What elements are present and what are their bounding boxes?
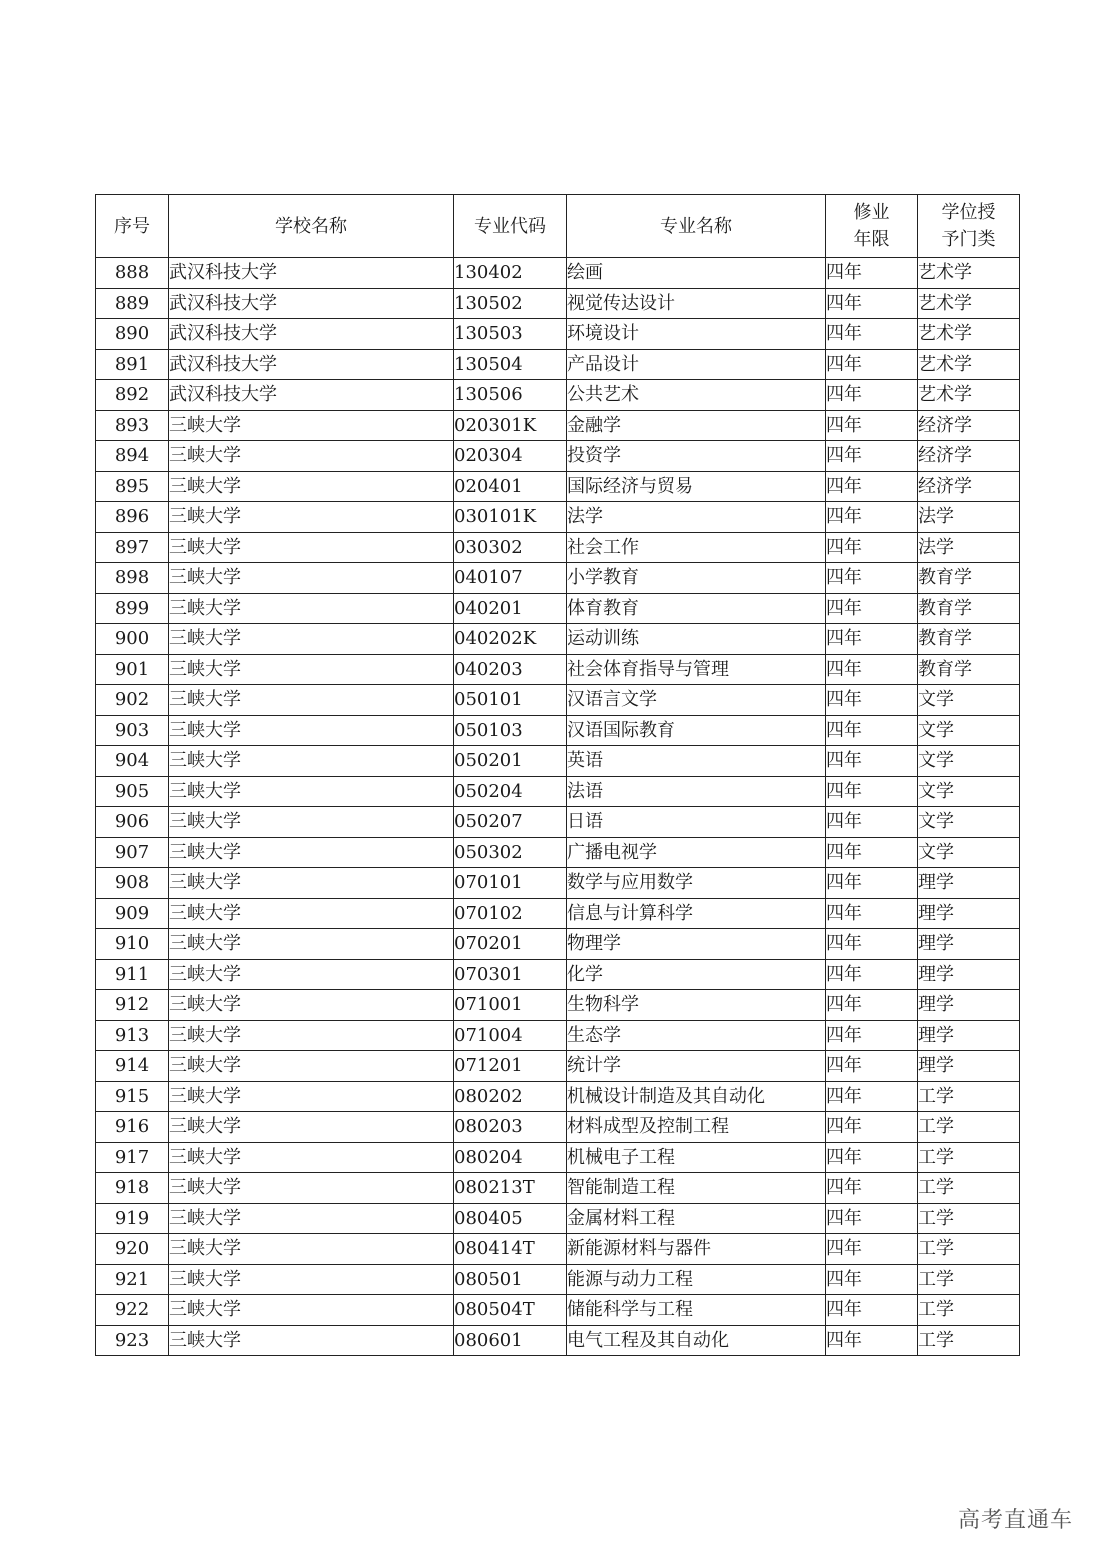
header-years-line2: 年限 <box>853 229 890 250</box>
cell-category: 理学 <box>918 1051 1020 1082</box>
cell-no: 904 <box>96 746 169 777</box>
header-row <box>96 195 1020 258</box>
cell-school: 三峡大学 <box>169 807 454 838</box>
cell-code: 020301K <box>454 410 567 441</box>
cell-code: 030101K <box>454 502 567 533</box>
cell-code: 040202K <box>454 624 567 655</box>
cell-category: 理学 <box>918 929 1020 960</box>
cell-category: 经济学 <box>918 410 1020 441</box>
cell-category: 工学 <box>918 1112 1020 1143</box>
cell-school: 三峡大学 <box>169 715 454 746</box>
cell-major-name: 日语 <box>567 807 826 838</box>
cell-no: 919 <box>96 1203 169 1234</box>
cell-no: 889 <box>96 288 169 319</box>
cell-no: 903 <box>96 715 169 746</box>
cell-major-name: 产品设计 <box>567 349 826 380</box>
cell-code: 020401 <box>454 471 567 502</box>
cell-code: 070101 <box>454 868 567 899</box>
cell-years: 四年 <box>826 532 918 563</box>
cell-code: 130402 <box>454 258 567 289</box>
cell-school: 三峡大学 <box>169 410 454 441</box>
cell-major-name: 汉语言文学 <box>567 685 826 716</box>
cell-code: 070102 <box>454 898 567 929</box>
cell-category: 法学 <box>918 502 1020 533</box>
cell-major-name: 物理学 <box>567 929 826 960</box>
cell-category: 工学 <box>918 1295 1020 1326</box>
cell-code: 030302 <box>454 532 567 563</box>
cell-school: 武汉科技大学 <box>169 380 454 411</box>
cell-no: 892 <box>96 380 169 411</box>
cell-category: 理学 <box>918 1020 1020 1051</box>
cell-code: 020304 <box>454 441 567 472</box>
cell-years: 四年 <box>826 929 918 960</box>
cell-years: 四年 <box>826 1234 918 1265</box>
cell-years: 四年 <box>826 959 918 990</box>
cell-code: 050201 <box>454 746 567 777</box>
cell-major-name: 智能制造工程 <box>567 1173 826 1204</box>
cell-major-name: 运动训练 <box>567 624 826 655</box>
table-row <box>96 1203 1020 1234</box>
cell-category: 文学 <box>918 807 1020 838</box>
cell-school: 三峡大学 <box>169 654 454 685</box>
cell-years: 四年 <box>826 1325 918 1356</box>
table-row <box>96 380 1020 411</box>
cell-years: 四年 <box>826 1051 918 1082</box>
cell-no: 920 <box>96 1234 169 1265</box>
cell-years: 四年 <box>826 837 918 868</box>
cell-major-name: 信息与计算科学 <box>567 898 826 929</box>
cell-no: 895 <box>96 471 169 502</box>
cell-no: 890 <box>96 319 169 350</box>
cell-school: 三峡大学 <box>169 1142 454 1173</box>
cell-years: 四年 <box>826 654 918 685</box>
cell-years: 四年 <box>826 563 918 594</box>
table-row <box>96 1173 1020 1204</box>
cell-major-name: 体育教育 <box>567 593 826 624</box>
cell-code: 080414T <box>454 1234 567 1265</box>
cell-code: 130506 <box>454 380 567 411</box>
table-row <box>96 502 1020 533</box>
cell-no: 913 <box>96 1020 169 1051</box>
cell-category: 艺术学 <box>918 258 1020 289</box>
cell-years: 四年 <box>826 288 918 319</box>
cell-category: 教育学 <box>918 654 1020 685</box>
cell-no: 909 <box>96 898 169 929</box>
cell-major-name: 金属材料工程 <box>567 1203 826 1234</box>
cell-school: 三峡大学 <box>169 1295 454 1326</box>
table-row <box>96 1051 1020 1082</box>
watermark-text: 高考直通车 <box>957 1508 1073 1533</box>
cell-code: 080203 <box>454 1112 567 1143</box>
cell-code: 080501 <box>454 1264 567 1295</box>
table-row <box>96 1112 1020 1143</box>
cell-years: 四年 <box>826 776 918 807</box>
table-row <box>96 441 1020 472</box>
table-header <box>96 195 1020 258</box>
cell-category: 理学 <box>918 868 1020 899</box>
cell-years: 四年 <box>826 593 918 624</box>
cell-major-name: 英语 <box>567 746 826 777</box>
cell-no: 921 <box>96 1264 169 1295</box>
header-name: 专业名称 <box>567 195 826 258</box>
cell-no: 908 <box>96 868 169 899</box>
cell-no: 902 <box>96 685 169 716</box>
cell-years: 四年 <box>826 319 918 350</box>
cell-school: 三峡大学 <box>169 1020 454 1051</box>
header-code: 专业代码 <box>454 195 567 258</box>
cell-major-name: 公共艺术 <box>567 380 826 411</box>
cell-code: 040203 <box>454 654 567 685</box>
table-row <box>96 349 1020 380</box>
cell-code: 070301 <box>454 959 567 990</box>
cell-category: 文学 <box>918 837 1020 868</box>
cell-category: 文学 <box>918 715 1020 746</box>
cell-school: 三峡大学 <box>169 1112 454 1143</box>
table-row <box>96 563 1020 594</box>
cell-no: 898 <box>96 563 169 594</box>
header-school: 学校名称 <box>169 195 454 258</box>
cell-no: 911 <box>96 959 169 990</box>
cell-years: 四年 <box>826 715 918 746</box>
cell-category: 艺术学 <box>918 288 1020 319</box>
cell-years: 四年 <box>826 1264 918 1295</box>
cell-no: 894 <box>96 441 169 472</box>
cell-years: 四年 <box>826 1112 918 1143</box>
cell-school: 三峡大学 <box>169 746 454 777</box>
cell-major-name: 小学教育 <box>567 563 826 594</box>
table-row <box>96 1142 1020 1173</box>
table-row <box>96 1295 1020 1326</box>
cell-code: 050207 <box>454 807 567 838</box>
table-row <box>96 1325 1020 1356</box>
cell-years: 四年 <box>826 1142 918 1173</box>
cell-category: 教育学 <box>918 593 1020 624</box>
cell-code: 080504T <box>454 1295 567 1326</box>
cell-major-name: 法学 <box>567 502 826 533</box>
cell-school: 三峡大学 <box>169 898 454 929</box>
cell-category: 理学 <box>918 990 1020 1021</box>
cell-no: 907 <box>96 837 169 868</box>
cell-school: 三峡大学 <box>169 685 454 716</box>
cell-major-name: 生物科学 <box>567 990 826 1021</box>
cell-years: 四年 <box>826 258 918 289</box>
cell-major-name: 新能源材料与器件 <box>567 1234 826 1265</box>
majors-table <box>95 194 1020 1356</box>
cell-major-name: 投资学 <box>567 441 826 472</box>
cell-school: 三峡大学 <box>169 837 454 868</box>
cell-school: 三峡大学 <box>169 1051 454 1082</box>
cell-category: 工学 <box>918 1234 1020 1265</box>
table-row <box>96 1081 1020 1112</box>
cell-major-name: 能源与动力工程 <box>567 1264 826 1295</box>
table-row <box>96 807 1020 838</box>
cell-code: 071004 <box>454 1020 567 1051</box>
cell-no: 893 <box>96 410 169 441</box>
cell-years: 四年 <box>826 1203 918 1234</box>
cell-code: 050103 <box>454 715 567 746</box>
header-years <box>826 195 918 258</box>
header-no: 序号 <box>96 195 169 258</box>
cell-school: 三峡大学 <box>169 471 454 502</box>
cell-category: 理学 <box>918 898 1020 929</box>
cell-category: 教育学 <box>918 563 1020 594</box>
cell-years: 四年 <box>826 410 918 441</box>
cell-code: 080405 <box>454 1203 567 1234</box>
cell-school: 三峡大学 <box>169 1173 454 1204</box>
cell-no: 900 <box>96 624 169 655</box>
cell-major-name: 社会体育指导与管理 <box>567 654 826 685</box>
cell-no: 899 <box>96 593 169 624</box>
cell-code: 050101 <box>454 685 567 716</box>
cell-code: 080204 <box>454 1142 567 1173</box>
cell-years: 四年 <box>826 624 918 655</box>
header-category <box>918 195 1020 258</box>
cell-category: 文学 <box>918 746 1020 777</box>
table-row <box>96 715 1020 746</box>
cell-no: 918 <box>96 1173 169 1204</box>
cell-no: 916 <box>96 1112 169 1143</box>
cell-major-name: 机械设计制造及其自动化 <box>567 1081 826 1112</box>
cell-no: 922 <box>96 1295 169 1326</box>
cell-category: 理学 <box>918 959 1020 990</box>
cell-no: 896 <box>96 502 169 533</box>
header-category-line1: 学位授 <box>941 202 996 223</box>
cell-school: 三峡大学 <box>169 441 454 472</box>
table-row <box>96 624 1020 655</box>
cell-school: 武汉科技大学 <box>169 288 454 319</box>
cell-major-name: 汉语国际教育 <box>567 715 826 746</box>
table-body <box>96 258 1020 1356</box>
cell-school: 三峡大学 <box>169 563 454 594</box>
table-row <box>96 837 1020 868</box>
cell-school: 三峡大学 <box>169 1203 454 1234</box>
table-row <box>96 898 1020 929</box>
cell-major-name: 金融学 <box>567 410 826 441</box>
cell-category: 经济学 <box>918 441 1020 472</box>
table-row <box>96 990 1020 1021</box>
table-row <box>96 1020 1020 1051</box>
table-row <box>96 1234 1020 1265</box>
table-row <box>96 959 1020 990</box>
cell-code: 040201 <box>454 593 567 624</box>
cell-major-name: 国际经济与贸易 <box>567 471 826 502</box>
cell-years: 四年 <box>826 685 918 716</box>
cell-years: 四年 <box>826 1020 918 1051</box>
cell-major-name: 广播电视学 <box>567 837 826 868</box>
cell-school: 武汉科技大学 <box>169 258 454 289</box>
cell-category: 艺术学 <box>918 380 1020 411</box>
cell-major-name: 机械电子工程 <box>567 1142 826 1173</box>
cell-school: 三峡大学 <box>169 959 454 990</box>
cell-category: 艺术学 <box>918 319 1020 350</box>
cell-years: 四年 <box>826 746 918 777</box>
cell-no: 905 <box>96 776 169 807</box>
cell-category: 工学 <box>918 1264 1020 1295</box>
cell-school: 三峡大学 <box>169 1264 454 1295</box>
cell-code: 070201 <box>454 929 567 960</box>
cell-years: 四年 <box>826 441 918 472</box>
table-row <box>96 319 1020 350</box>
cell-school: 三峡大学 <box>169 990 454 1021</box>
cell-major-name: 社会工作 <box>567 532 826 563</box>
table-row <box>96 1264 1020 1295</box>
cell-years: 四年 <box>826 471 918 502</box>
table-row <box>96 410 1020 441</box>
cell-school: 三峡大学 <box>169 593 454 624</box>
cell-no: 917 <box>96 1142 169 1173</box>
table-row <box>96 868 1020 899</box>
cell-category: 艺术学 <box>918 349 1020 380</box>
cell-category: 教育学 <box>918 624 1020 655</box>
table-row <box>96 746 1020 777</box>
cell-school: 三峡大学 <box>169 929 454 960</box>
table-row <box>96 471 1020 502</box>
cell-school: 武汉科技大学 <box>169 319 454 350</box>
header-years-line1: 修业 <box>853 202 890 223</box>
cell-major-name: 生态学 <box>567 1020 826 1051</box>
cell-code: 050302 <box>454 837 567 868</box>
cell-school: 三峡大学 <box>169 868 454 899</box>
header-category-line2: 予门类 <box>941 229 996 250</box>
cell-code: 071201 <box>454 1051 567 1082</box>
cell-no: 923 <box>96 1325 169 1356</box>
cell-category: 工学 <box>918 1142 1020 1173</box>
cell-code: 040107 <box>454 563 567 594</box>
cell-school: 三峡大学 <box>169 502 454 533</box>
cell-major-name: 储能科学与工程 <box>567 1295 826 1326</box>
cell-school: 三峡大学 <box>169 532 454 563</box>
cell-major-name: 材料成型及控制工程 <box>567 1112 826 1143</box>
cell-category: 工学 <box>918 1173 1020 1204</box>
cell-no: 901 <box>96 654 169 685</box>
cell-years: 四年 <box>826 1081 918 1112</box>
table-row <box>96 288 1020 319</box>
cell-no: 888 <box>96 258 169 289</box>
cell-years: 四年 <box>826 1173 918 1204</box>
cell-years: 四年 <box>826 502 918 533</box>
cell-code: 080213T <box>454 1173 567 1204</box>
cell-school: 三峡大学 <box>169 1234 454 1265</box>
table-row <box>96 776 1020 807</box>
cell-code: 130504 <box>454 349 567 380</box>
table-row <box>96 532 1020 563</box>
cell-major-name: 统计学 <box>567 1051 826 1082</box>
cell-no: 891 <box>96 349 169 380</box>
cell-category: 文学 <box>918 685 1020 716</box>
cell-no: 897 <box>96 532 169 563</box>
cell-no: 912 <box>96 990 169 1021</box>
cell-code: 130503 <box>454 319 567 350</box>
cell-years: 四年 <box>826 898 918 929</box>
cell-school: 武汉科技大学 <box>169 349 454 380</box>
cell-school: 三峡大学 <box>169 1325 454 1356</box>
cell-category: 经济学 <box>918 471 1020 502</box>
cell-no: 910 <box>96 929 169 960</box>
cell-category: 工学 <box>918 1203 1020 1234</box>
cell-category: 工学 <box>918 1081 1020 1112</box>
cell-code: 050204 <box>454 776 567 807</box>
cell-major-name: 数学与应用数学 <box>567 868 826 899</box>
cell-years: 四年 <box>826 380 918 411</box>
cell-school: 三峡大学 <box>169 1081 454 1112</box>
cell-code: 130502 <box>454 288 567 319</box>
table-row <box>96 929 1020 960</box>
cell-category: 工学 <box>918 1325 1020 1356</box>
cell-code: 080601 <box>454 1325 567 1356</box>
cell-major-name: 化学 <box>567 959 826 990</box>
cell-school: 三峡大学 <box>169 776 454 807</box>
cell-major-name: 视觉传达设计 <box>567 288 826 319</box>
cell-major-name: 法语 <box>567 776 826 807</box>
table-row <box>96 685 1020 716</box>
cell-no: 906 <box>96 807 169 838</box>
cell-no: 915 <box>96 1081 169 1112</box>
cell-years: 四年 <box>826 990 918 1021</box>
cell-code: 071001 <box>454 990 567 1021</box>
cell-years: 四年 <box>826 807 918 838</box>
cell-school: 三峡大学 <box>169 624 454 655</box>
cell-years: 四年 <box>826 1295 918 1326</box>
cell-major-name: 电气工程及其自动化 <box>567 1325 826 1356</box>
table-row <box>96 654 1020 685</box>
cell-category: 法学 <box>918 532 1020 563</box>
table-row <box>96 258 1020 289</box>
cell-years: 四年 <box>826 349 918 380</box>
cell-code: 080202 <box>454 1081 567 1112</box>
cell-major-name: 环境设计 <box>567 319 826 350</box>
table-row <box>96 593 1020 624</box>
cell-years: 四年 <box>826 868 918 899</box>
cell-category: 文学 <box>918 776 1020 807</box>
cell-no: 914 <box>96 1051 169 1082</box>
cell-major-name: 绘画 <box>567 258 826 289</box>
